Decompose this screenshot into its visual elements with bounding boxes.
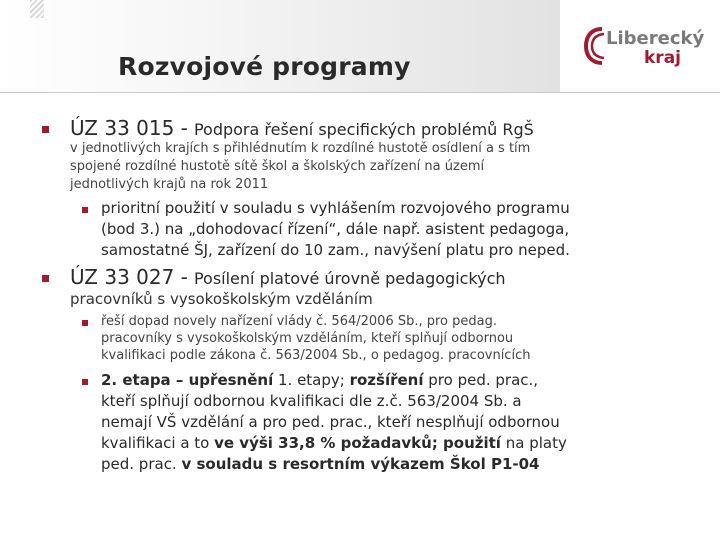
item-2-sub-2-emphasis-vyse: ve výši 33,8 % požadavků; použití	[214, 434, 501, 452]
bullet-square-icon	[42, 275, 49, 282]
logo-text-liberecky: Liberecký	[606, 28, 705, 49]
item-2-sub-2-line-1	[101, 371, 538, 390]
logo-text-kraj: kraj	[644, 48, 681, 68]
item-2-sub-2-emphasis-rozsireni: rozšíření	[349, 371, 424, 389]
item-1-sub-1-line-3: samostatné ŠJ, zařízení do 10 zam., navýšení platu pro neped.	[101, 241, 570, 259]
item-2-sub-2-line-2: kteří splňují odbornou kvalifikaci dle z.č. 563/2004 Sb. a	[101, 392, 522, 410]
sub-bullet-square-icon	[82, 379, 88, 385]
item-2-title: Posílení platové úrovně pedagogických	[193, 269, 506, 288]
item-1-sub-1-line-2: (bod 3.) na „dohodovací řízení“, dále např. asistent pedagoga,	[101, 220, 570, 238]
sub-bullet-square-icon	[82, 320, 88, 326]
item-2-code: ÚZ 33 027 -	[70, 265, 188, 289]
item-1-description-line-1: v jednotlivých krajích s přihlédnutím k rozdílné hustotě osídlení a s tím	[70, 141, 531, 156]
page-title: Rozvojové programy	[118, 52, 411, 81]
item-1-sub-1-line-1: prioritní použití v souladu s vyhlášením rozvojového programu	[101, 199, 570, 217]
item-1-description-line-3: jednotlivých krajů na rok 2011	[70, 177, 269, 192]
item-2-sub-2-line-4	[101, 434, 567, 453]
sub-bullet-square-icon	[82, 207, 88, 213]
bullet-square-icon	[42, 126, 49, 133]
item-2-sub-2-text: na platy	[500, 434, 567, 452]
item-2-sub-2-emphasis-vykaz: v souladu s resortním výkazem Škol P1-04	[181, 455, 540, 473]
item-2-sub-1-line-2: pracovníky s vysokoškolským vzděláním, kteří splňují odbornou	[101, 331, 514, 346]
item-2-sub-2-text: pro ped. prac.,	[423, 371, 539, 389]
item-1-description-line-2: spojené rozdílné hustotě sítě škol a školských zařízení na území	[70, 159, 485, 174]
item-2-title-line-2: pracovníků s vysokoškolským vzděláním	[70, 290, 373, 308]
item-2-sub-2-text: 1. etapy;	[273, 371, 350, 389]
item-2-sub-2-text: kvalifikaci a to	[101, 434, 215, 452]
item-2-sub-2-line-5	[101, 455, 539, 474]
item-2-sub-2-emphasis-etapa: 2. etapa – upřesnění	[101, 371, 274, 389]
item-2-heading	[70, 265, 506, 289]
item-1-heading	[70, 116, 534, 140]
item-2-sub-2-line-3: nemají VŠ vzdělání a pro ped. prac., kteří nesplňují odbornou	[101, 413, 560, 431]
item-2-sub-1-line-3: kvalifikaci podle zákona č. 563/2004 Sb., o pedagog. pracovnících	[101, 348, 531, 363]
item-2-sub-1-line-1: řeší dopad novely nařízení vlády č. 564/2006 Sb., pro pedag.	[101, 314, 497, 329]
item-1-title: Podpora řešení specifických problémů RgŠ	[193, 120, 534, 139]
item-2-sub-2-text: ped. prac.	[101, 455, 182, 473]
item-1-code: ÚZ 33 015 -	[70, 116, 188, 140]
